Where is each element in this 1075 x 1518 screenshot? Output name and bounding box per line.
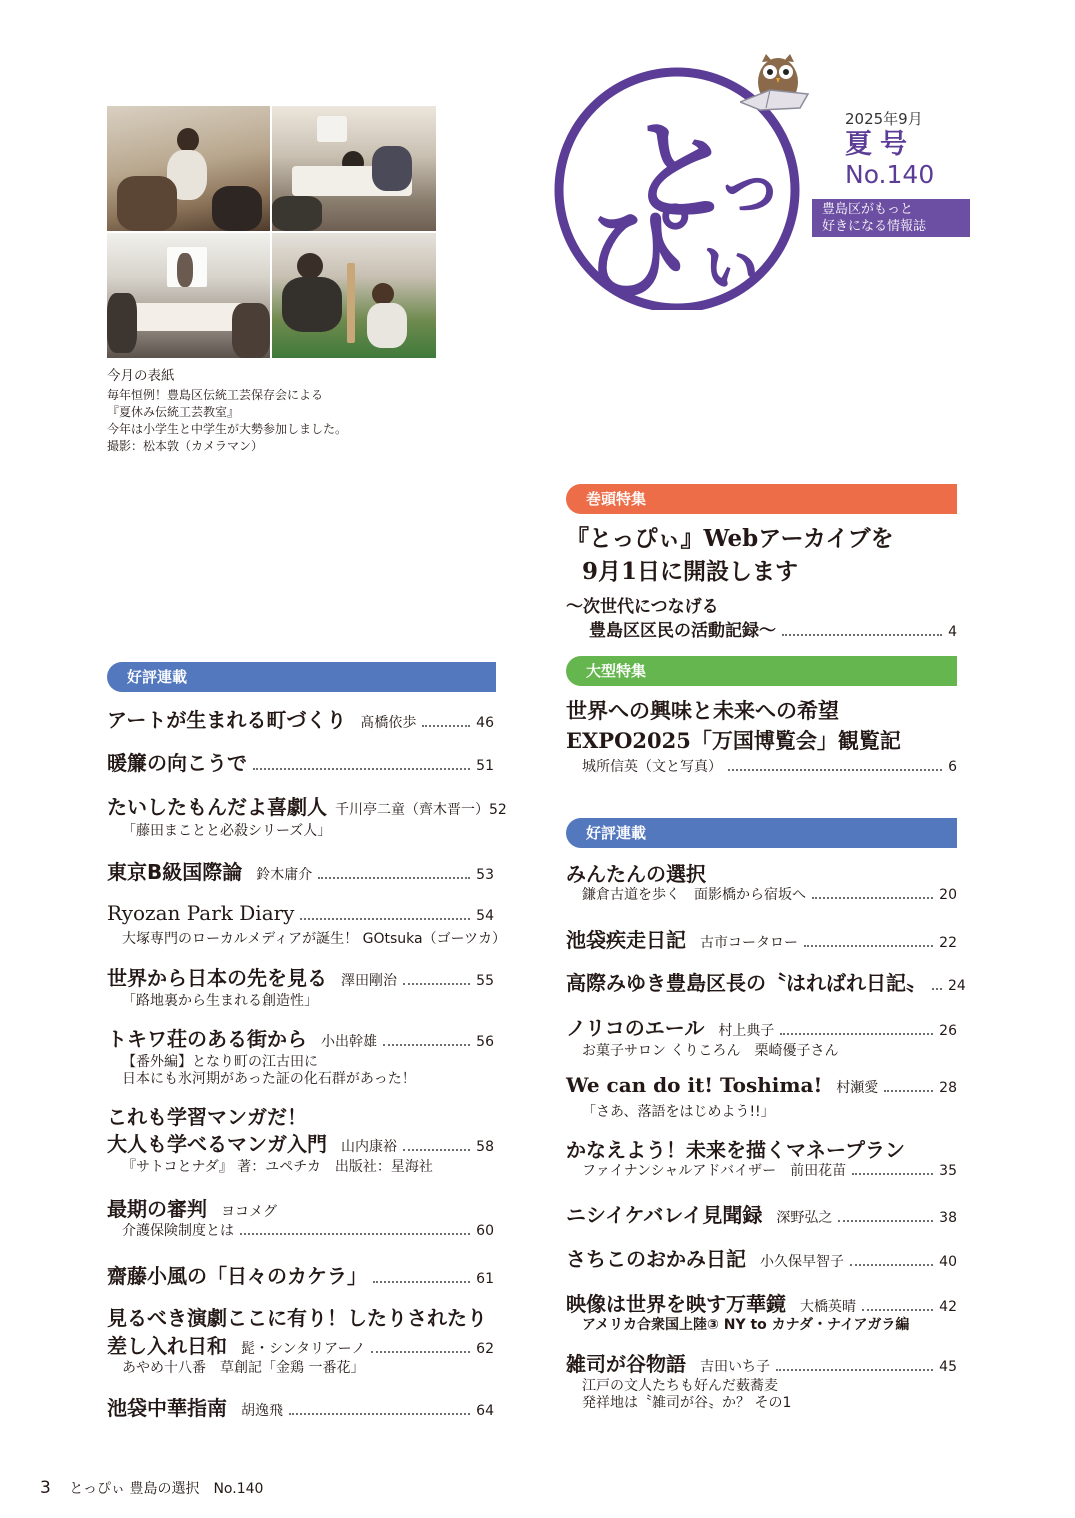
- leader-dots: [884, 1090, 933, 1092]
- author: 古市コータロー: [700, 935, 798, 951]
- leader-dots: [782, 634, 942, 636]
- page-number: 20: [939, 887, 957, 903]
- leader-dots: [838, 1220, 933, 1222]
- leader-dots: [403, 1149, 470, 1151]
- leader-dots: [253, 768, 470, 770]
- entry-title: ノリコのエール: [566, 1016, 705, 1040]
- toc-entry[interactable]: [107, 962, 494, 991]
- page-number: 58: [476, 1139, 494, 1155]
- entry-subtitle: アメリカ合衆国上陸③ NY to カナダ・ナイアガラ編: [582, 1317, 910, 1333]
- entry-title: 暖簾の向こうで: [107, 751, 247, 775]
- cover-caption-heading: 今月の表紙: [107, 368, 175, 384]
- page-number: 52: [489, 802, 507, 818]
- entry-subtitle: 【番外編】となり町の江古田に: [122, 1054, 318, 1070]
- cover-caption-line: 撮影：松本敦（カメラマン）: [107, 439, 264, 453]
- author: 胡逸飛: [241, 1403, 283, 1419]
- leader-dots: [776, 1369, 933, 1371]
- page-number: 42: [939, 1299, 957, 1315]
- cover-caption-line: 毎年恒例！豊島区伝統工芸保存会による: [107, 388, 324, 402]
- cover-photo-workshop-2: [272, 106, 436, 231]
- leader-dots: [862, 1309, 933, 1311]
- toc-entry-sub[interactable]: [122, 1220, 494, 1240]
- entry-title: 齋藤小風の「日々のカケラ」: [107, 1264, 367, 1288]
- author: 髙橋依歩: [360, 715, 417, 731]
- entry-title: 雑司が谷物語: [566, 1352, 686, 1376]
- entry-title: 世界から日本の先を見る: [107, 966, 327, 990]
- entry-subtitle: 「さあ、落語をはじめよう!!」: [582, 1104, 775, 1120]
- large-feature-title-line-1: 世界への興味と未来への希望: [566, 698, 839, 723]
- author: 大橋英晴: [800, 1299, 856, 1315]
- footer-page-number: 3: [40, 1478, 51, 1498]
- toc-entry[interactable]: [107, 1260, 494, 1289]
- toc-entry[interactable]: [107, 1023, 494, 1052]
- toc-entry[interactable]: [107, 1128, 494, 1157]
- leader-dots: [289, 1413, 470, 1415]
- entry-title: 見るべき演劇ここに有り！したりされたり: [107, 1306, 487, 1330]
- page-number: 60: [476, 1223, 494, 1239]
- feature-title[interactable]: [566, 522, 894, 588]
- entry-title: トキワ荘のある街から: [107, 1027, 307, 1051]
- toc-entry-large-feature[interactable]: [582, 756, 957, 776]
- leader-dots: [780, 1033, 933, 1035]
- section-label: 大型特集: [586, 662, 647, 680]
- leader-dots: [850, 1264, 933, 1266]
- entry-subtitle: 「路地裏から生まれる創造性」: [122, 993, 318, 1009]
- entry-title: 高際みゆき豊島区長の〝はればれ日記〟: [566, 971, 926, 995]
- magazine-logo: [545, 60, 815, 310]
- leader-dots: [932, 988, 942, 990]
- author: 吉田いち子: [700, 1359, 770, 1375]
- author: 深野弘之: [776, 1210, 833, 1226]
- section-label: 巻頭特集: [586, 490, 647, 508]
- section-bar-feature: [566, 484, 957, 514]
- entry-title: 池袋中華指南: [107, 1396, 227, 1420]
- entry-title: 池袋疾走日記: [566, 928, 686, 952]
- toc-entry[interactable]: [566, 1134, 957, 1163]
- feature-subtitle-2: 豊島区区民の活動記録〜: [589, 621, 776, 641]
- author: 山内康裕: [341, 1139, 397, 1155]
- entry-title: アートが生まれる町づくり: [107, 708, 347, 732]
- toc-entry-sub[interactable]: [582, 1160, 957, 1180]
- feature-title-line-1: 『とっぴぃ』Webアーカイブを: [566, 525, 894, 552]
- entry-title: 映像は世界を映す万華鏡: [566, 1292, 786, 1316]
- page-number: 53: [476, 867, 494, 883]
- toc-entry[interactable]: [107, 1302, 494, 1331]
- entry-title: かなえよう！未来を描くマネープラン: [566, 1138, 905, 1162]
- issue-number: No.140: [845, 160, 935, 189]
- author: 小久保早智子: [760, 1254, 844, 1270]
- author: 澤田剛治: [341, 973, 397, 989]
- logo-char-tsu: っ: [715, 145, 785, 227]
- large-feature-title-line-2: EXPO2025「万国博覧会」観覧記: [566, 728, 901, 753]
- toc-entry[interactable]: [566, 1199, 957, 1228]
- entry-subtitle: 『サトコとナダ』 著：ユペチカ 出版社：星海社: [122, 1159, 433, 1175]
- toc-entry[interactable]: [107, 901, 494, 925]
- entry-title-2: 差し入れ日和: [107, 1334, 227, 1358]
- section-bar-series-right: [566, 818, 957, 848]
- logo-char-to: と: [625, 108, 735, 236]
- author: ヨコメグ: [221, 1204, 277, 1220]
- toc-entry[interactable]: [107, 704, 494, 733]
- section-label: 好評連載: [586, 824, 647, 842]
- page-number: 64: [476, 1403, 494, 1419]
- author: 鈴木庸介: [256, 867, 313, 883]
- leader-dots: [804, 945, 933, 947]
- owl-icon: [740, 52, 815, 117]
- page-number: 28: [939, 1080, 957, 1096]
- page-number: 6: [948, 759, 957, 775]
- toc-entry[interactable]: [107, 856, 494, 885]
- leader-dots: [318, 877, 470, 879]
- page-number: 40: [939, 1254, 957, 1270]
- entry-subtitle: お菓子サロン くりころん 栗崎優子さん: [582, 1043, 839, 1059]
- page-number: 35: [939, 1163, 957, 1179]
- leader-dots: [728, 769, 942, 771]
- toc-entry[interactable]: [107, 791, 507, 820]
- entry-title: 東京B級国際論: [107, 860, 243, 884]
- issue-date: 2025年9月: [845, 110, 923, 128]
- leader-dots: [240, 1233, 470, 1235]
- leader-dots: [300, 918, 470, 920]
- toc-entry[interactable]: [566, 924, 957, 953]
- entry-subtitle: 江戸の文人たちも好んだ薮蕎麦: [582, 1378, 778, 1394]
- leader-dots: [422, 725, 470, 727]
- tagline-line-1: 豊島区がもっと: [822, 202, 914, 217]
- entry-title: これも学習マンガだ！: [107, 1105, 307, 1129]
- leader-dots: [383, 1044, 470, 1046]
- toc-entry-feature[interactable]: [589, 616, 957, 641]
- cover-caption-line: 今年は小学生と中学生が大勢参加しました。: [107, 422, 348, 436]
- toc-entry[interactable]: [566, 967, 966, 996]
- entry-title: Ryozan Park Diary: [107, 901, 295, 925]
- feature-subtitle-1: 〜次世代につなげる: [566, 597, 719, 617]
- cover-photo-workshop-1: [107, 106, 270, 231]
- entry-subtitle: 鎌倉古道を歩く 面影橋から宿坂へ: [582, 887, 806, 903]
- leader-dots: [852, 1173, 933, 1175]
- author: 小出幹雄: [321, 1034, 377, 1050]
- toc-entry[interactable]: [566, 1243, 957, 1272]
- issue-info: [845, 108, 934, 189]
- toc-entry[interactable]: [566, 1012, 957, 1041]
- section-label: 好評連載: [127, 668, 188, 686]
- toc-entry[interactable]: [107, 1330, 494, 1359]
- toc-entry[interactable]: [566, 1348, 957, 1377]
- page-number: 54: [476, 908, 494, 924]
- toc-entry[interactable]: [566, 1288, 957, 1317]
- author: 城所信英（文と写真）: [582, 759, 722, 775]
- page-number: 26: [939, 1023, 957, 1039]
- page-number: 4: [948, 624, 957, 640]
- entry-subtitle: 「藤田まことと必殺シリーズ人」: [122, 823, 332, 839]
- feature-title-line-2: 9月1日に開設します: [582, 558, 799, 585]
- page-number: 51: [476, 758, 494, 774]
- tagline-line-2: 好きになる情報誌: [822, 219, 927, 234]
- page-number: 61: [476, 1271, 494, 1287]
- entry-title: 最期の審判: [107, 1197, 207, 1221]
- entry-title: ニシイケバレイ見聞録: [566, 1203, 763, 1227]
- toc-entry[interactable]: [566, 858, 957, 887]
- cover-photo-workshop-3: [107, 233, 270, 358]
- page-number: 38: [939, 1210, 957, 1226]
- logo-char-pi: ぴ: [583, 193, 689, 310]
- footer-text: とっぴぃ 豊島の選択 No.140: [69, 1481, 264, 1497]
- leader-dots: [371, 1351, 470, 1353]
- toc-entry-sub[interactable]: [582, 884, 957, 904]
- entry-subtitle: 介護保険制度とは: [122, 1223, 234, 1239]
- entry-subtitle-2: 日本にも氷河期があった証の化石群があった！: [122, 1071, 416, 1087]
- page-number: 55: [476, 973, 494, 989]
- entry-title: みんたんの選択: [566, 862, 706, 886]
- page-number: 46: [476, 715, 494, 731]
- page-number: 62: [476, 1341, 494, 1357]
- logo-char-i: ぃ: [695, 218, 768, 302]
- cover-caption-line: 『夏休み伝統工芸教室』: [107, 405, 240, 419]
- issue-season: 夏号: [845, 129, 915, 160]
- cover-photo-workshop-4: [272, 233, 436, 358]
- magazine-tagline: [812, 199, 970, 237]
- entry-subtitle-2: 発祥地は〝雑司が谷〟か？ その1: [582, 1395, 792, 1411]
- entry-title: We can do it! Toshima!: [566, 1073, 823, 1097]
- leader-dots: [373, 1281, 470, 1283]
- page-number: 22: [939, 935, 957, 951]
- entry-title: たいしたもんだよ喜劇人: [107, 795, 327, 819]
- entry-title-2: 大人も学べるマンガ入門: [107, 1132, 327, 1156]
- page-number: 24: [948, 978, 966, 994]
- author: 村上典子: [718, 1023, 775, 1039]
- page-footer: [40, 1478, 263, 1498]
- entry-subtitle: 大塚専門のローカルメディアが誕生！ GOtsuka（ゴーツカ）: [122, 931, 507, 947]
- leader-dots: [812, 897, 933, 899]
- page-number: 56: [476, 1034, 494, 1050]
- author: 村瀬愛: [836, 1080, 879, 1096]
- cover-photo: [107, 106, 436, 358]
- section-bar-series-left: [107, 662, 496, 692]
- author: 髭・シンタリアーノ: [241, 1341, 366, 1357]
- cover-caption: [107, 368, 347, 455]
- section-bar-large-feature: [566, 656, 957, 686]
- leader-dots: [403, 983, 470, 985]
- large-feature-title[interactable]: [566, 696, 901, 756]
- entry-subtitle: あやめ十八番 草創記「金鶏 一番花」: [122, 1360, 365, 1376]
- toc-entry[interactable]: [107, 1193, 494, 1222]
- toc-entry[interactable]: [107, 1392, 494, 1421]
- entry-title: さちこのおかみ日記: [566, 1247, 746, 1271]
- page-number: 45: [939, 1359, 957, 1375]
- toc-entry[interactable]: [107, 1101, 494, 1130]
- entry-subtitle: ファイナンシャルアドバイザー 前田花苗: [582, 1163, 847, 1179]
- toc-entry[interactable]: [566, 1073, 957, 1097]
- toc-entry[interactable]: [107, 747, 494, 776]
- author: 千川亭二童（齊木晋一）: [335, 802, 489, 818]
